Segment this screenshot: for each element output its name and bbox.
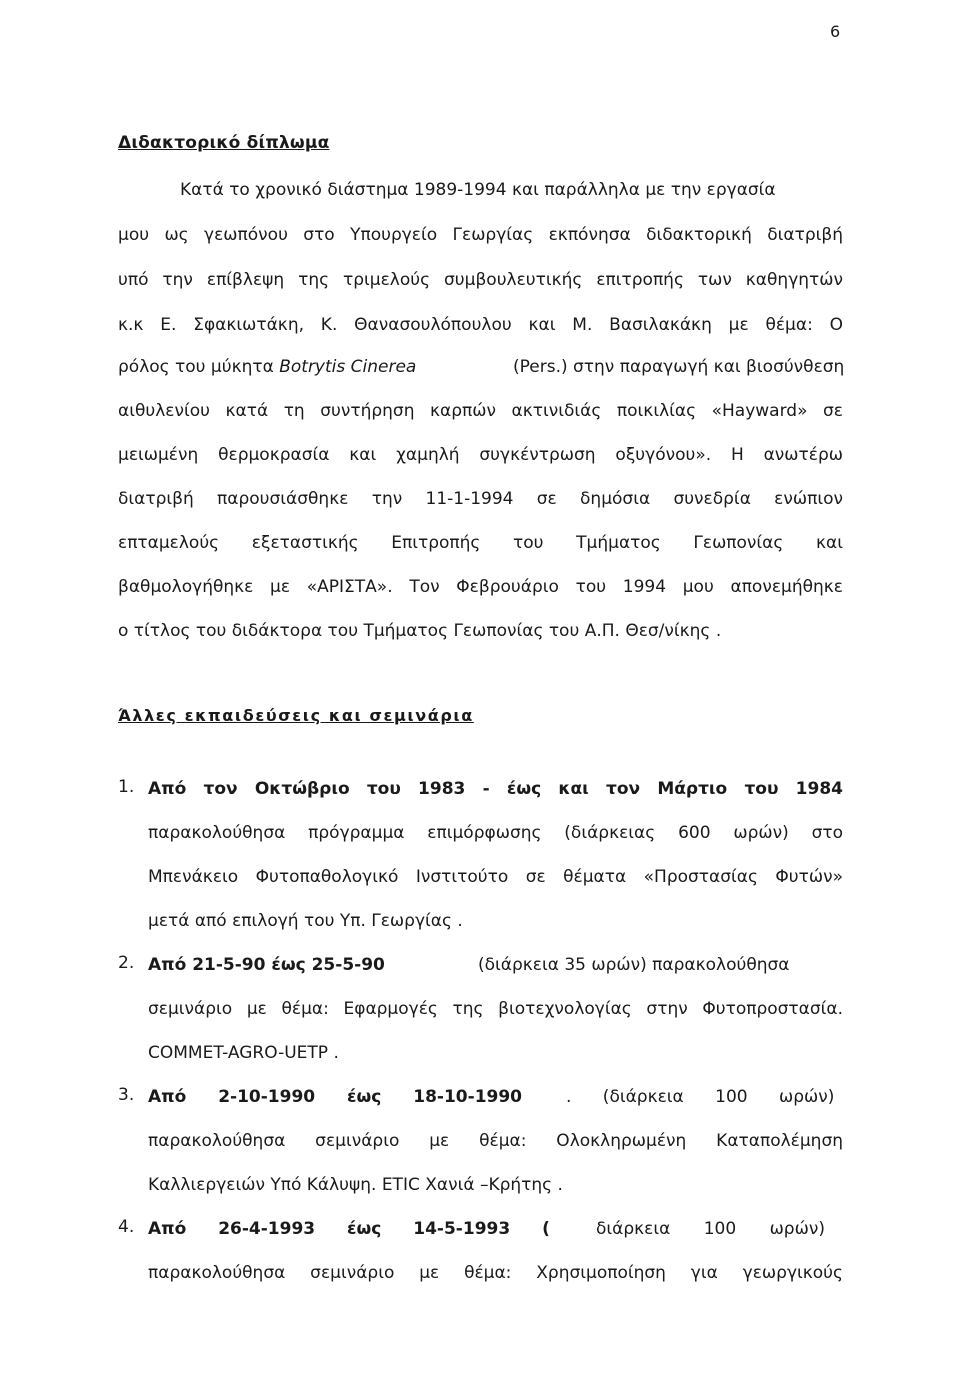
paragraph-line: διατριβή παρουσιάσθηκε την 11-1-1994 σε δημόσια συνεδρία ενώπιον: [118, 489, 843, 509]
item-line: Μπενάκειο Φυτοπαθολογικό Ινστιτούτο σε θέματα «Προστασίας Φυτών»: [148, 867, 843, 887]
section-title: Διδακτορικό δίπλωμα: [118, 133, 330, 153]
item-number: 1.: [118, 777, 135, 797]
section-title: Άλλες εκπαιδεύσεις και σεμινάρια: [118, 706, 474, 725]
section-heading-doctorate: [118, 133, 330, 153]
item-number: 3.: [118, 1085, 135, 1105]
item-number: 4.: [118, 1217, 135, 1237]
paragraph-line: [118, 355, 416, 379]
item-line: διάρκεια 100 ωρών): [596, 1219, 825, 1239]
species-name: Botrytis Cinerea: [279, 357, 417, 377]
paragraph-line: κ.κ Ε. Σφακιωτάκη, Κ. Θανασουλόπουλου και Μ. Βασιλακάκη με θέμα: Ο: [118, 315, 843, 335]
item-line: παρακολούθησα πρόγραμμα επιμόρφωσης (διάρκειας 600 ωρών) στο: [148, 823, 843, 843]
item-line: παρακολούθησα σεμινάριο με θέμα: Ολοκληρωμένη Καταπολέμηση: [148, 1131, 843, 1151]
item-line: μετά από επιλογή του Υπ. Γεωργίας .: [148, 911, 463, 931]
section-heading-seminars: [118, 706, 474, 725]
item-line: COMMET-AGRO-UETP .: [148, 1043, 339, 1063]
paragraph-line: Κατά το χρονικό διάστημα 1989-1994 και παράλληλα με την εργασία: [180, 180, 776, 200]
item-period: Από τον Οκτώβριο του 1983 - έως και τον Μάρτιο του 1984: [148, 779, 843, 799]
item-line: (διάρκεια 35 ωρών) παρακολούθησα: [478, 955, 790, 975]
item-line: Καλλιεργειών Υπό Κάλυψη. ETIC Χανιά –Κρήτης .: [148, 1175, 563, 1195]
paragraph-line: αιθυλενίου κατά τη συντήρηση καρπών ακτινιδιάς ποικιλίας «Hayward» σε: [118, 401, 843, 421]
item-period: Από 2-10-1990 έως 18-10-1990: [148, 1087, 523, 1107]
item-line: σεμινάριο με θέμα: Εφαρμογές της βιοτεχνολογίας στην Φυτοπροστασία.: [148, 999, 843, 1019]
item-line: παρακολούθησα σεμινάριο με θέμα: Χρησιμοποίηση για γεωργικούς: [148, 1263, 843, 1283]
item-period: Από 21-5-90 έως 25-5-90: [148, 955, 385, 975]
paragraph-line: ο τίτλος του διδάκτορα του Τμήματος Γεωπονίας του Α.Π. Θεσ/νίκης .: [118, 621, 722, 641]
paragraph-line: μειωμένη θερμοκρασία και χαμηλή συγκέντρωση οξυγόνου». Η ανωτέρω: [118, 445, 843, 465]
paragraph-line: υπό την επίβλεψη της τριμελούς συμβουλευτικής επιτροπής των καθηγητών: [118, 270, 843, 290]
item-period: Από 26-4-1993 έως 14-5-1993 (: [148, 1219, 550, 1239]
paragraph-line: επταμελούς εξεταστικής Επιτροπής του Τμήματος Γεωπονίας και: [118, 533, 843, 553]
page-number: 6: [830, 22, 841, 41]
paragraph-line: (Pers.) στην παραγωγή και βιοσύνθεση: [513, 357, 845, 377]
item-number: 2.: [118, 953, 135, 973]
item-line: . (διάρκεια 100 ωρών): [566, 1087, 835, 1107]
line-part: ρόλος του μύκητα: [118, 357, 274, 377]
paragraph-line: μου ως γεωπόνου στο Υπουργείο Γεωργίας εκπόνησα διδακτορική διατριβή: [118, 225, 843, 245]
paragraph-line: βαθμολογήθηκε με «ΑΡΙΣΤΑ». Τον Φεβρουάριο του 1994 μου απονεμήθηκε: [118, 577, 843, 597]
